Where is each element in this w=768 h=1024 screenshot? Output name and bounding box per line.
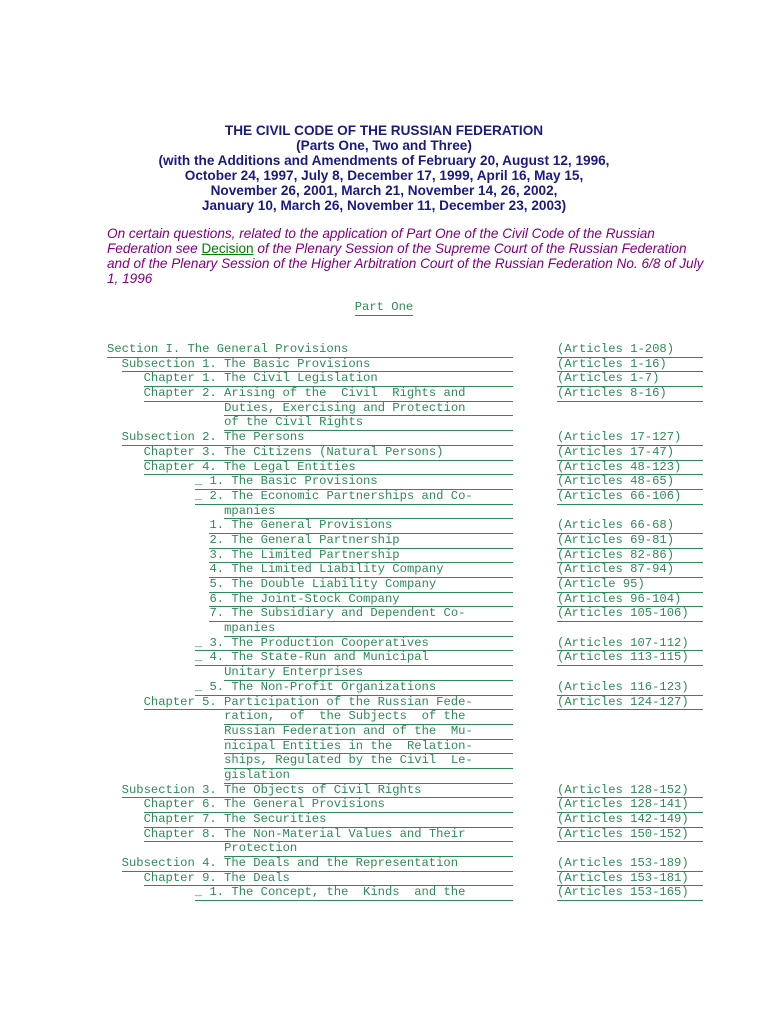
toc-entry-label[interactable]: ration, of the Subjects of the — [224, 709, 513, 725]
toc-entry-range[interactable]: (Articles 116-123) — [557, 680, 703, 696]
toc-entry-label[interactable]: 5. The Double Liability Company — [209, 577, 513, 593]
toc-entry-range[interactable]: (Articles 48-65) — [557, 474, 703, 490]
toc-entry-range[interactable]: (Articles 66-68) — [557, 518, 703, 534]
toc-entry-label[interactable]: Chapter 5. Participation of the Russian Fede- — [144, 695, 513, 711]
toc-row — [0, 342, 768, 357]
toc-row — [0, 871, 768, 886]
toc-entry-range[interactable]: (Articles 105-106) — [557, 606, 703, 622]
toc-entry-label[interactable]: Subsection 2. The Persons — [122, 430, 513, 446]
toc-entry-range[interactable]: (Articles 150-152) — [557, 827, 703, 843]
toc-entry-label[interactable]: mpanies — [224, 621, 513, 637]
toc-row — [0, 841, 768, 856]
toc-entry-range[interactable]: (Articles 66-106) — [557, 489, 703, 505]
toc-entry-range[interactable]: (Articles 1-7) — [557, 371, 703, 387]
toc-entry-label[interactable]: _ 1. The Basic Provisions — [195, 474, 513, 490]
note-text-after: of the Plenary Session of the Supreme Court of the Russian Federation and of the Plenary Session of the Higher Arbitration Court of the Russian Federation No. 6/8 of July 1, 1996 — [107, 241, 704, 286]
toc-entry-label[interactable]: mpanies — [224, 504, 513, 520]
toc-entry-range[interactable]: (Articles 69-81) — [557, 533, 703, 549]
toc-entry-label[interactable]: nicipal Entities in the Relation- — [224, 739, 513, 755]
toc-entry-label[interactable]: Chapter 3. The Citizens (Natural Persons) — [144, 445, 513, 461]
toc-row — [0, 386, 768, 401]
toc-row — [0, 415, 768, 430]
toc-row — [0, 504, 768, 519]
toc-entry-range[interactable]: (Articles 1-208) — [557, 342, 703, 358]
toc-row — [0, 885, 768, 900]
toc-row — [0, 856, 768, 871]
toc-row — [0, 695, 768, 710]
toc-entry-range[interactable]: (Articles 17-47) — [557, 445, 703, 461]
toc-row — [0, 474, 768, 489]
part-heading — [0, 300, 768, 315]
toc-entry-label[interactable]: 2. The General Partnership — [209, 533, 513, 549]
toc-entry-range[interactable]: (Articles 128-152) — [557, 783, 703, 799]
toc-entry-label[interactable]: 1. The General Provisions — [209, 518, 513, 534]
toc-entry-label[interactable]: 3. The Limited Partnership — [209, 548, 513, 564]
toc-entry-label[interactable]: _ 3. The Production Cooperatives — [195, 636, 513, 652]
toc-row — [0, 533, 768, 548]
toc-entry-range[interactable]: (Articles 128-141) — [557, 797, 703, 813]
title-line-6: January 10, March 26, November 11, December 23, 2003) — [201, 198, 567, 213]
toc-row — [0, 577, 768, 592]
toc-entry-label[interactable]: Chapter 6. The General Provisions — [144, 797, 513, 813]
toc-entry-range[interactable]: (Articles 153-189) — [557, 856, 703, 872]
toc-row — [0, 606, 768, 621]
toc-entry-label[interactable]: _ 4. The State-Run and Municipal — [195, 650, 513, 666]
toc-entry-label[interactable]: Chapter 9. The Deals — [144, 871, 513, 887]
part-heading-text[interactable]: Part One — [354, 300, 414, 314]
table-of-contents — [0, 342, 768, 900]
toc-entry-range[interactable]: (Articles 17-127) — [557, 430, 703, 446]
toc-row — [0, 430, 768, 445]
toc-row — [0, 753, 768, 768]
toc-row — [0, 797, 768, 812]
toc-entry-range[interactable]: (Articles 82-86) — [557, 548, 703, 564]
note-text-before: On certain questions, related to the application of Part One of the Civil Code of the Russian Federation see — [107, 226, 655, 256]
toc-entry-label[interactable]: Chapter 4. The Legal Entities — [144, 460, 513, 476]
toc-entry-label[interactable]: gislation — [224, 768, 513, 784]
title-line-4: October 24, 1997, July 8, December 17, 1999, April 16, May 15, — [184, 168, 584, 183]
toc-row — [0, 812, 768, 827]
toc-entry-range[interactable]: (Articles 96-104) — [557, 592, 703, 608]
toc-row — [0, 665, 768, 680]
document-title-block — [0, 123, 768, 213]
toc-entry-label[interactable]: Unitary Enterprises — [224, 665, 513, 681]
toc-row — [0, 636, 768, 651]
title-line-5: November 26, 2001, March 21, November 14, 26, 2002, — [210, 183, 558, 198]
toc-entry-range[interactable]: (Articles 153-165) — [557, 885, 703, 901]
toc-entry-range[interactable]: (Articles 142-149) — [557, 812, 703, 828]
toc-entry-label[interactable]: Chapter 1. The Civil Legislation — [144, 371, 513, 387]
toc-row — [0, 518, 768, 533]
decision-link[interactable]: Decision — [201, 241, 254, 256]
toc-entry-label[interactable]: Section I. The General Provisions — [107, 342, 513, 358]
toc-row — [0, 489, 768, 504]
toc-row — [0, 783, 768, 798]
toc-row — [0, 621, 768, 636]
toc-row — [0, 460, 768, 475]
toc-entry-range[interactable]: (Article 95) — [557, 577, 703, 593]
toc-row — [0, 357, 768, 372]
toc-row — [0, 371, 768, 386]
toc-entry-label[interactable]: Chapter 7. The Securities — [144, 812, 513, 828]
toc-row — [0, 548, 768, 563]
title-line-2: (Parts One, Two and Three) — [296, 138, 472, 153]
toc-row — [0, 739, 768, 754]
application-note — [107, 226, 713, 286]
toc-row — [0, 650, 768, 665]
title-line-3: (with the Additions and Amendments of February 20, August 12, 1996, — [158, 153, 610, 168]
toc-entry-label[interactable]: Chapter 8. The Non-Material Values and Their — [144, 827, 513, 843]
title-line-1: THE CIVIL CODE OF THE RUSSIAN FEDERATION — [224, 123, 544, 138]
toc-entry-range[interactable]: (Articles 124-127) — [557, 695, 703, 711]
toc-entry-label[interactable]: Chapter 2. Arising of the Civil Rights and — [144, 386, 513, 402]
toc-row — [0, 680, 768, 695]
toc-row — [0, 562, 768, 577]
toc-row — [0, 592, 768, 607]
toc-entry-label[interactable]: Protection — [224, 841, 513, 857]
toc-entry-label[interactable]: _ 1. The Concept, the Kinds and the — [195, 885, 513, 901]
toc-entry-label[interactable]: Subsection 4. The Deals and the Representation — [122, 856, 513, 872]
toc-entry-label[interactable]: Duties, Exercising and Protection — [224, 401, 513, 417]
toc-entry-label[interactable]: Subsection 1. The Basic Provisions — [122, 357, 513, 373]
toc-entry-label[interactable]: 6. The Joint-Stock Company — [209, 592, 513, 608]
toc-entry-range[interactable]: (Articles 87-94) — [557, 562, 703, 578]
toc-entry-range[interactable]: (Articles 1-16) — [557, 357, 703, 373]
toc-entry-label[interactable]: Russian Federation and of the Mu- — [224, 724, 513, 740]
toc-entry-label[interactable]: 7. The Subsidiary and Dependent Co- — [209, 606, 513, 622]
toc-row — [0, 709, 768, 724]
toc-row — [0, 724, 768, 739]
toc-row — [0, 768, 768, 783]
toc-entry-label[interactable]: of the Civil Rights — [224, 415, 513, 431]
toc-entry-range[interactable]: (Articles 48-123) — [557, 460, 703, 476]
toc-entry-range[interactable]: (Articles 113-115) — [557, 650, 703, 666]
toc-row — [0, 827, 768, 842]
toc-entry-label[interactable]: _ 5. The Non-Profit Organizations — [195, 680, 513, 696]
toc-entry-range[interactable]: (Articles 153-181) — [557, 871, 703, 887]
toc-entry-label[interactable]: 4. The Limited Liability Company — [209, 562, 513, 578]
toc-entry-range[interactable]: (Articles 107-112) — [557, 636, 703, 652]
toc-entry-range[interactable]: (Articles 8-16) — [557, 386, 703, 402]
toc-entry-label[interactable]: _ 2. The Economic Partnerships and Co- — [195, 489, 513, 505]
toc-entry-label[interactable]: Subsection 3. The Objects of Civil Rights — [122, 783, 513, 799]
toc-entry-label[interactable]: ships, Regulated by the Civil Le- — [224, 753, 513, 769]
toc-row — [0, 401, 768, 416]
toc-row — [0, 445, 768, 460]
